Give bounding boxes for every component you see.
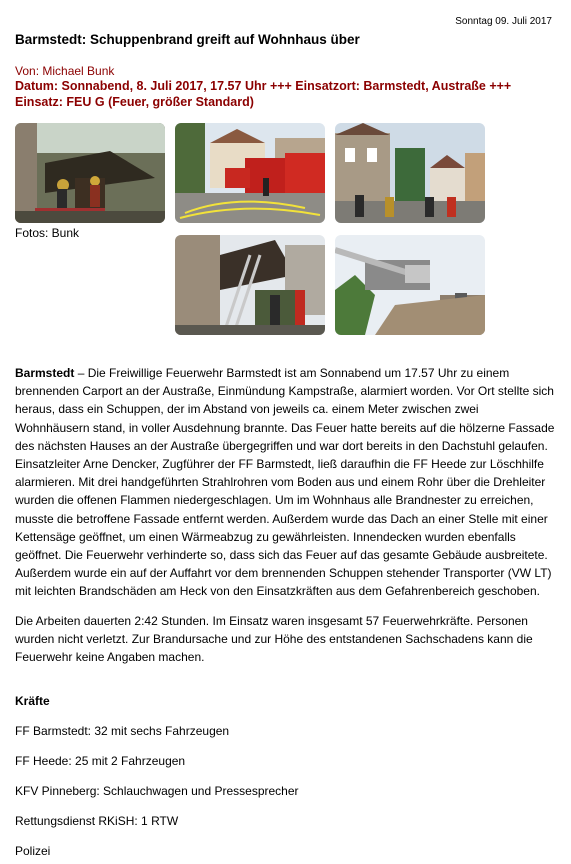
forces-heading: Kräfte — [15, 694, 50, 708]
article-date: Sonntag 09. Juli 2017 — [455, 16, 552, 27]
photo-3[interactable] — [335, 123, 485, 223]
forces-item-1: FF Barmstedt: 32 mit sechs Fahrzeugen — [15, 724, 230, 738]
forces-item-5: Polizei — [15, 844, 51, 858]
photo-3-image — [335, 123, 485, 223]
meta-line-2: Einsatz: FEU G (Feuer, größer Standard) — [15, 95, 254, 109]
photo-1[interactable] — [15, 123, 165, 223]
photo-4[interactable] — [175, 235, 325, 335]
lead-word: Barmstedt — [15, 366, 75, 380]
photo-2[interactable] — [175, 123, 325, 223]
meta-line-1: Datum: Sonnabend, 8. Juli 2017, 17.57 Uhr +++ Einsatzort: Barmstedt, Austraße +++ — [15, 79, 512, 93]
forces-item-2: FF Heede: 25 mit 2 Fahrzeugen — [15, 754, 186, 768]
paragraph-1 — [15, 364, 555, 601]
photo-5-image — [335, 235, 485, 335]
photo-5[interactable] — [335, 235, 485, 335]
forces-item-3: KFV Pinneberg: Schlauchwagen und Pressesprecher — [15, 784, 299, 798]
article-author: Von: Michael Bunk — [15, 64, 115, 78]
paragraph-2: Die Arbeiten dauerten 2:42 Stunden. Im Einsatz waren insgesamt 57 Feuerwehrkräfte. Personen wurden nicht verletzt. Zur Brandursache und zur Höhe des entstandenen Sachschadens kann die Feuerwehr keine Angaben machen. — [15, 613, 533, 665]
forces-item-4: Rettungsdienst RKiSH: 1 RTW — [15, 814, 179, 828]
article-body — [15, 364, 555, 677]
photo-2-image — [175, 123, 325, 223]
article-meta — [15, 78, 560, 110]
photo-4-image — [175, 235, 325, 335]
photo-1-image — [15, 123, 165, 223]
article-title: Barmstedt: Schuppenbrand greift auf Wohnhaus über — [15, 32, 360, 47]
photo-caption: Fotos: Bunk — [15, 226, 80, 240]
paragraph-1-text: – Die Freiwillige Feuerwehr Barmstedt ist am Sonnabend um 17.57 Uhr zu einem brennenden Carport an der Austraße, Einmündung Kampstraße, alarmiert worden. Vor Ort stellte sich heraus, dass ein Schuppen, der im Abstand von jeweils ca. einem Meter zwischen zwei Wohnhäusern stand, in voller Ausdehnung brannte. Das Feuer hatte bereits auf die hölzerne Fassade des nächsten Hauses an der Austraße übergegriffen und war dort bereits in den Dachstuhl gelaufen. Einsatzleiter Arne Dencker, Zugführer der FF Barmstedt, ließ daraufhin die FF Heede zur Löschhilfe alarmieren. Mit drei handgeführten Strahlrohren vom Boden aus und einem Rohr über die Drehleiter wurden die offenen Flammen niedergeschlagen. Um im Wohnhaus alle Brandnester zu erreichen, musste die betroffene Fassade entfernt werden. Außerdem wurde das Dach an einer Stelle mit einer Kettensäge geöffnet, um einen Wärmeabzug zu gewährleisten. Innendecken wurden ebenfalls geöffnet. Die Feuerwehr verhinderte so, dass sich das Feuer auf das gesamte Gebäude ausbreitete. Außerdem wurde ein auf der Auffahrt vor dem brennenden Schuppen stehender Transporter (VW LT) mit leichten Brandschäden am Heck von den Einsatzkräften aus dem Gefahrenbereich geschoben. — [15, 366, 555, 599]
